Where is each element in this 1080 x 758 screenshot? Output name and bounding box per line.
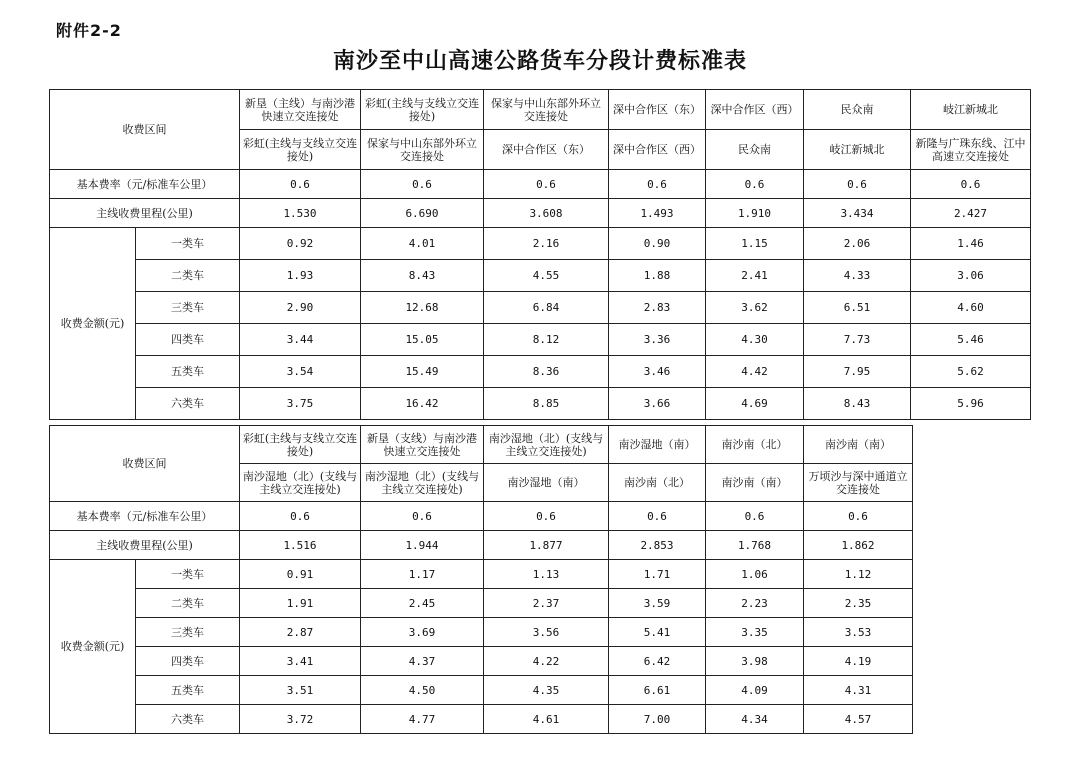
fee-cell: 2.06	[804, 228, 911, 260]
mileage-cell: 3.608	[484, 199, 609, 228]
header-row-from	[50, 426, 913, 464]
section-to: 岐江新城北	[804, 130, 911, 170]
fee-cell: 3.62	[706, 292, 804, 324]
section-from: 岐江新城北	[911, 90, 1031, 130]
mileage-cell: 1.516	[240, 531, 361, 560]
fee-cell: 16.42	[361, 388, 484, 420]
vehicle-class: 二类车	[136, 260, 240, 292]
fee-cell: 4.50	[361, 676, 484, 705]
mileage-cell: 1.768	[706, 531, 804, 560]
section-from: 新垦（主线）与南沙港快速立交连接处	[240, 90, 361, 130]
fee-cell: 7.73	[804, 324, 911, 356]
base-rate-cell: 0.6	[240, 170, 361, 199]
section-from: 新垦（支线）与南沙港快速立交连接处	[361, 426, 484, 464]
base-rate-cell: 0.6	[804, 170, 911, 199]
fee-cell: 3.72	[240, 705, 361, 734]
fee-cell: 1.06	[706, 560, 804, 589]
fee-cell: 4.55	[484, 260, 609, 292]
fee-cell: 8.36	[484, 356, 609, 388]
fee-cell: 2.23	[706, 589, 804, 618]
mileage-cell: 2.853	[609, 531, 706, 560]
mileage-cell: 1.530	[240, 199, 361, 228]
vehicle-class: 一类车	[136, 560, 240, 589]
mileage-cell: 1.944	[361, 531, 484, 560]
fee-cell: 4.42	[706, 356, 804, 388]
fee-label: 收费金额(元)	[50, 560, 136, 734]
section-header: 收费区间	[50, 426, 240, 502]
fee-cell: 3.46	[609, 356, 706, 388]
fee-cell: 1.88	[609, 260, 706, 292]
fee-cell: 8.85	[484, 388, 609, 420]
section-to: 新隆与广珠东线、江中高速立交连接处	[911, 130, 1031, 170]
fee-row	[50, 589, 913, 618]
fee-row	[50, 647, 913, 676]
fee-cell: 12.68	[361, 292, 484, 324]
fee-table-2	[49, 425, 913, 734]
base-rate-cell: 0.6	[361, 170, 484, 199]
fee-cell: 1.17	[361, 560, 484, 589]
mileage-cell: 1.862	[804, 531, 913, 560]
base-rate-cell: 0.6	[706, 502, 804, 531]
fee-cell: 3.98	[706, 647, 804, 676]
fee-cell: 3.44	[240, 324, 361, 356]
fee-cell: 2.87	[240, 618, 361, 647]
section-to: 万顷沙与深中通道立交连接处	[804, 464, 913, 502]
fee-cell: 2.37	[484, 589, 609, 618]
fee-cell: 4.35	[484, 676, 609, 705]
fee-cell: 5.96	[911, 388, 1031, 420]
base-rate-row	[50, 502, 913, 531]
fee-cell: 3.41	[240, 647, 361, 676]
fee-cell: 4.69	[706, 388, 804, 420]
fee-cell: 3.36	[609, 324, 706, 356]
base-rate-cell: 0.6	[609, 502, 706, 531]
section-to: 彩虹(主线与支线立交连接处)	[240, 130, 361, 170]
fee-table-1	[49, 89, 1031, 420]
section-to: 保家与中山东部外环立交连接处	[361, 130, 484, 170]
vehicle-class: 五类车	[136, 676, 240, 705]
fee-cell: 4.33	[804, 260, 911, 292]
fee-cell: 5.46	[911, 324, 1031, 356]
section-from: 深中合作区（东）	[609, 90, 706, 130]
fee-cell: 3.56	[484, 618, 609, 647]
fee-cell: 4.19	[804, 647, 913, 676]
fee-cell: 4.57	[804, 705, 913, 734]
fee-cell: 1.12	[804, 560, 913, 589]
fee-cell: 3.66	[609, 388, 706, 420]
section-from: 南沙湿地（南）	[609, 426, 706, 464]
fee-row	[50, 324, 1031, 356]
fee-cell: 3.75	[240, 388, 361, 420]
fee-cell: 7.95	[804, 356, 911, 388]
base-rate-cell: 0.6	[911, 170, 1031, 199]
fee-cell: 3.59	[609, 589, 706, 618]
fee-label: 收费金额(元)	[50, 228, 136, 420]
fee-cell: 4.77	[361, 705, 484, 734]
fee-row	[50, 388, 1031, 420]
fee-cell: 4.22	[484, 647, 609, 676]
fee-cell: 3.51	[240, 676, 361, 705]
fee-row	[50, 260, 1031, 292]
fee-cell: 2.35	[804, 589, 913, 618]
section-from: 彩虹(主线与支线立交连接处)	[361, 90, 484, 130]
section-to: 南沙湿地（南）	[484, 464, 609, 502]
vehicle-class: 五类车	[136, 356, 240, 388]
fee-cell: 6.51	[804, 292, 911, 324]
fee-cell: 8.43	[361, 260, 484, 292]
fee-cell: 4.34	[706, 705, 804, 734]
vehicle-class: 六类车	[136, 705, 240, 734]
base-rate-label: 基本费率（元/标准车公里）	[50, 170, 240, 199]
section-from: 民众南	[804, 90, 911, 130]
fee-cell: 0.91	[240, 560, 361, 589]
fee-cell: 2.41	[706, 260, 804, 292]
fee-cell: 1.91	[240, 589, 361, 618]
fee-cell: 3.53	[804, 618, 913, 647]
vehicle-class: 三类车	[136, 618, 240, 647]
fee-cell: 5.41	[609, 618, 706, 647]
mileage-cell: 1.493	[609, 199, 706, 228]
mileage-cell: 1.877	[484, 531, 609, 560]
fee-cell: 8.43	[804, 388, 911, 420]
fee-cell: 15.49	[361, 356, 484, 388]
mileage-row	[50, 199, 1031, 228]
base-rate-cell: 0.6	[706, 170, 804, 199]
vehicle-class: 四类车	[136, 647, 240, 676]
vehicle-class: 二类车	[136, 589, 240, 618]
vehicle-class: 四类车	[136, 324, 240, 356]
fee-row	[50, 356, 1031, 388]
section-to: 民众南	[706, 130, 804, 170]
mileage-cell: 1.910	[706, 199, 804, 228]
mileage-cell: 2.427	[911, 199, 1031, 228]
fee-row	[50, 618, 913, 647]
fee-cell: 3.06	[911, 260, 1031, 292]
fee-cell: 1.46	[911, 228, 1031, 260]
base-rate-cell: 0.6	[484, 502, 609, 531]
vehicle-class: 一类车	[136, 228, 240, 260]
mileage-cell: 6.690	[361, 199, 484, 228]
vehicle-class: 六类车	[136, 388, 240, 420]
header-row-from	[50, 90, 1031, 130]
section-from: 彩虹(主线与支线立交连接处)	[240, 426, 361, 464]
section-to: 南沙南（南）	[706, 464, 804, 502]
fee-cell: 0.90	[609, 228, 706, 260]
fee-row	[50, 676, 913, 705]
fee-cell: 7.00	[609, 705, 706, 734]
base-rate-row	[50, 170, 1031, 199]
fee-row	[50, 292, 1031, 324]
section-to: 南沙湿地（北）(支线与主线立交连接处)	[240, 464, 361, 502]
fee-row	[50, 228, 1031, 260]
fee-cell: 6.84	[484, 292, 609, 324]
fee-cell: 4.01	[361, 228, 484, 260]
fee-cell: 2.45	[361, 589, 484, 618]
mileage-cell: 3.434	[804, 199, 911, 228]
fee-cell: 4.31	[804, 676, 913, 705]
fee-cell: 1.15	[706, 228, 804, 260]
section-to: 南沙南（北）	[609, 464, 706, 502]
fee-cell: 2.16	[484, 228, 609, 260]
vehicle-class: 三类车	[136, 292, 240, 324]
fee-cell: 3.69	[361, 618, 484, 647]
mileage-label: 主线收费里程(公里)	[50, 199, 240, 228]
fee-cell: 4.09	[706, 676, 804, 705]
section-from: 深中合作区（西）	[706, 90, 804, 130]
fee-cell: 6.61	[609, 676, 706, 705]
fee-cell: 1.13	[484, 560, 609, 589]
fee-cell: 15.05	[361, 324, 484, 356]
base-rate-cell: 0.6	[240, 502, 361, 531]
fee-cell: 4.60	[911, 292, 1031, 324]
section-to: 深中合作区（东）	[484, 130, 609, 170]
mileage-label: 主线收费里程(公里)	[50, 531, 240, 560]
fee-cell: 3.35	[706, 618, 804, 647]
fee-cell: 2.90	[240, 292, 361, 324]
fee-cell: 8.12	[484, 324, 609, 356]
fee-cell: 4.30	[706, 324, 804, 356]
base-rate-cell: 0.6	[484, 170, 609, 199]
fee-cell: 6.42	[609, 647, 706, 676]
base-rate-cell: 0.6	[609, 170, 706, 199]
fee-cell: 1.93	[240, 260, 361, 292]
section-from: 南沙湿地（北）(支线与主线立交连接处)	[484, 426, 609, 464]
fee-row	[50, 560, 913, 589]
section-from: 南沙南（南）	[804, 426, 913, 464]
section-to: 南沙湿地（北）(支线与主线立交连接处)	[361, 464, 484, 502]
mileage-row	[50, 531, 913, 560]
fee-cell: 2.83	[609, 292, 706, 324]
base-rate-cell: 0.6	[361, 502, 484, 531]
section-from: 保家与中山东部外环立交连接处	[484, 90, 609, 130]
base-rate-cell: 0.6	[804, 502, 913, 531]
section-from: 南沙南（北）	[706, 426, 804, 464]
fee-cell: 0.92	[240, 228, 361, 260]
document-title: 南沙至中山高速公路货车分段计费标准表	[332, 48, 747, 74]
fee-cell: 4.61	[484, 705, 609, 734]
base-rate-label: 基本费率（元/标准车公里）	[50, 502, 240, 531]
fee-cell: 3.54	[240, 356, 361, 388]
attachment-label: 附件2-2	[56, 21, 122, 40]
fee-cell: 1.71	[609, 560, 706, 589]
fee-row	[50, 705, 913, 734]
section-to: 深中合作区（西）	[609, 130, 706, 170]
fee-cell: 4.37	[361, 647, 484, 676]
fee-cell: 5.62	[911, 356, 1031, 388]
section-header: 收费区间	[50, 90, 240, 170]
